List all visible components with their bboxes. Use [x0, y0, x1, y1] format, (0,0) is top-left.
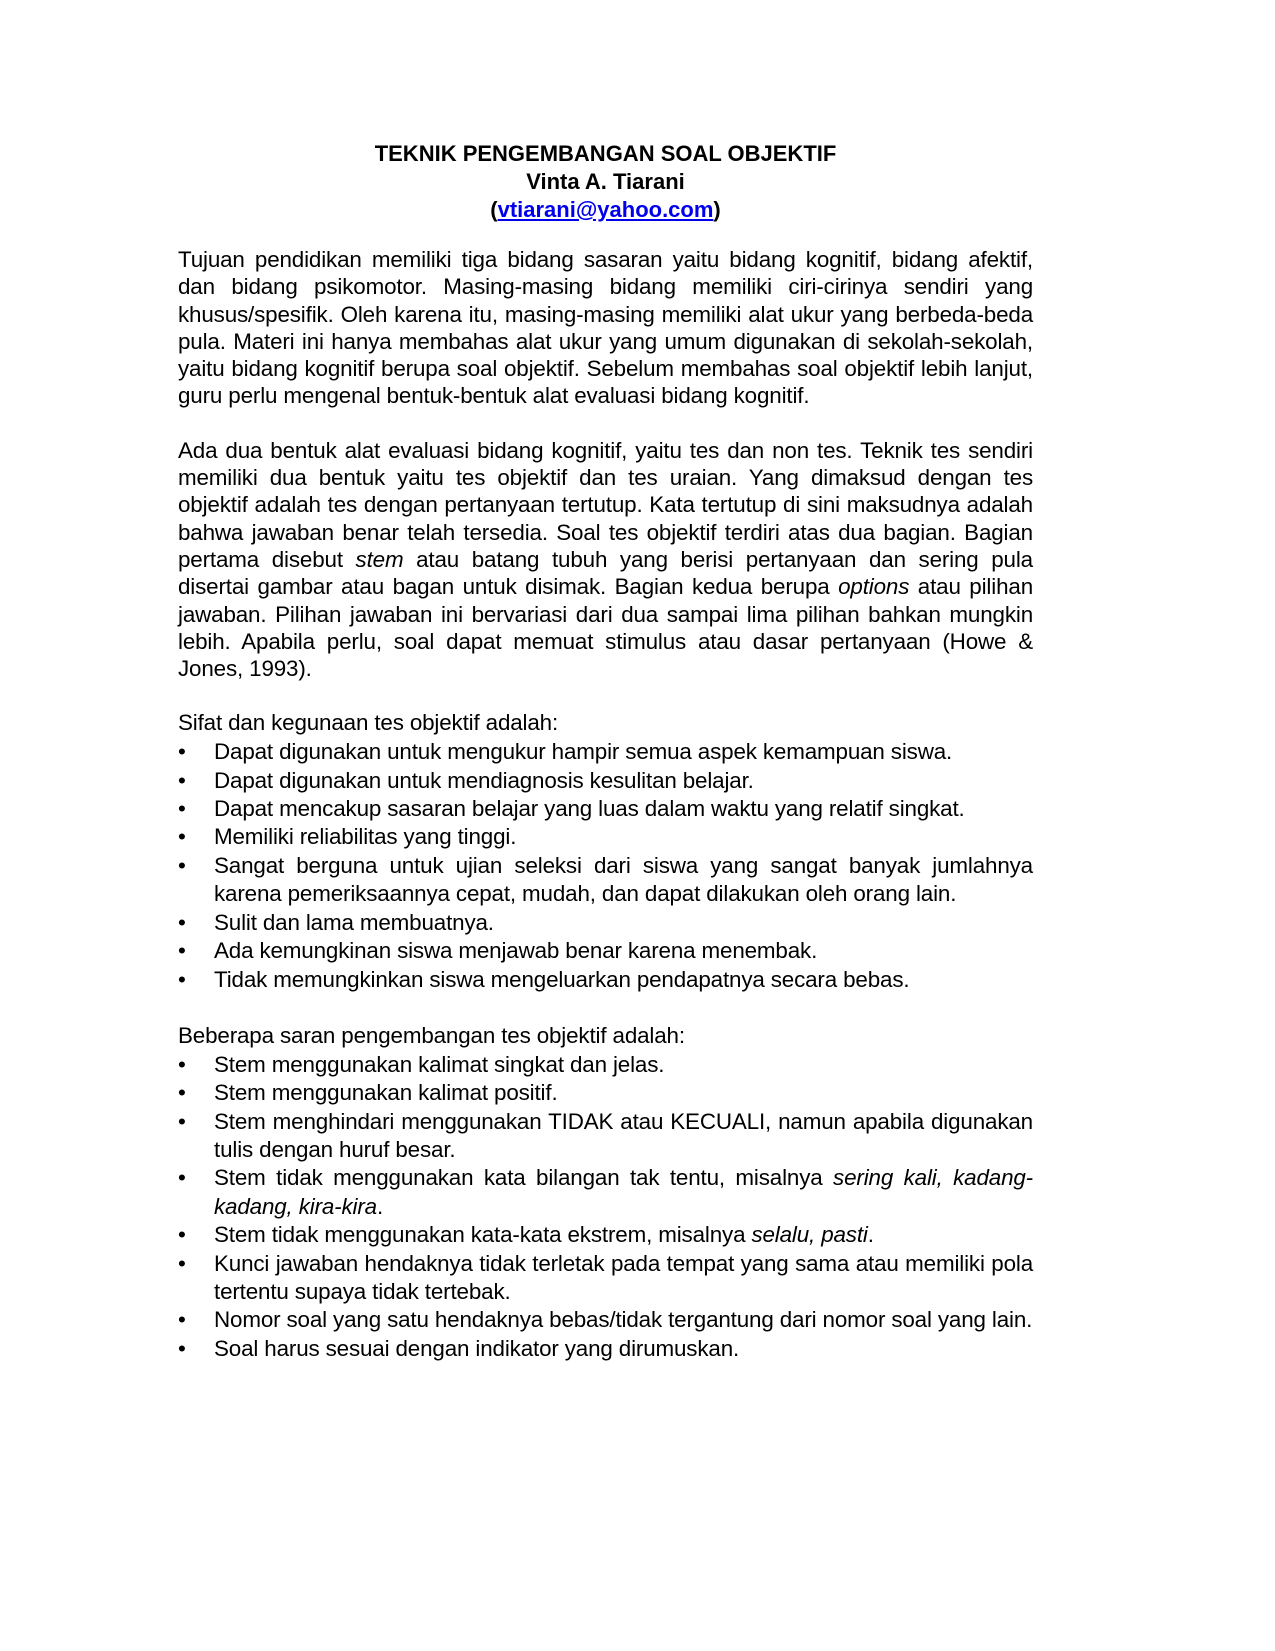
list-item-text: Dapat digunakan untuk mendiagnosis kesulitan belajar. [214, 767, 754, 793]
list-item-text: Stem menggunakan kalimat singkat dan jelas. [214, 1051, 665, 1077]
email-open-paren: ( [490, 197, 498, 222]
list-item-text: Nomor soal yang satu hendaknya bebas/tidak tergantung dari nomor soal yang lain. [214, 1307, 1033, 1333]
paragraph-intro: Tujuan pendidikan memiliki tiga bidang sasaran yaitu bidang kognitif, bidang afektif, dan bidang psikomotor. Masing-masing bidang memiliki ciri-cirinya sendiri yang khusus/spesifik. Oleh karena itu, masing-masing memiliki alat ukur yang berbeda-beda pula. Materi ini hanya membahas alat ukur yang umum digunakan di sekolah-sekolah, yaitu bidang kognitif berupa soal objektif. Sebelum membahas soal objektif lebih lanjut, guru perlu mengenal bentuk-bentuk alat evaluasi bidang kognitif. [178, 247, 1033, 409]
bullet-icon: • [178, 1108, 186, 1134]
italic-examples: selalu, pasti [751, 1222, 868, 1248]
list-item [178, 738, 1033, 766]
list-item [178, 937, 1033, 965]
document-page [178, 140, 1033, 1391]
list-item-text: Tidak memungkinkan siswa mengeluarkan pendapatnya secara bebas. [214, 966, 910, 992]
list-item [178, 909, 1033, 937]
list-item-text: Dapat digunakan untuk mengukur hampir semua aspek kemampuan siswa. [214, 739, 953, 765]
list-item [178, 1164, 1033, 1221]
author-email-link[interactable]: vtiarani@yahoo.com [497, 197, 714, 222]
paragraph-text: Ada dua bentuk alat evaluasi bidang kognitif, yaitu tes dan non tes. Teknik tes sendiri memiliki dua bentuk yaitu tes objektif dan tes uraian. Yang dimaksud dengan tes objektif adalah tes dengan pertanyaan tertutup. Kata tertutup di sini maksudnya adalah bahwa jawaban benar telah tersedia. Soal tes objektif terdiri atas dua bagian. Bagian pertama disebut [178, 437, 1033, 572]
paragraph-text: atau batang tubuh yang berisi pertanyaan dan sering pula disertai gambar atau bagan untuk disimak. Bagian kedua berupa [178, 546, 1033, 600]
list-item-text: Dapat mencakup sasaran belajar yang luas dalam waktu yang relatif singkat. [214, 796, 965, 822]
document-title: TEKNIK PENGEMBANGAN SOAL OBJEKTIF [374, 141, 837, 166]
list-item [178, 966, 1033, 994]
suggestions-list [178, 1051, 1033, 1363]
bullet-icon: • [178, 1250, 186, 1276]
list-intro-suggestions: Beberapa saran pengembangan tes objektif adalah: [178, 1022, 685, 1048]
bullet-icon: • [178, 909, 186, 935]
list-item [178, 1051, 1033, 1079]
italic-term-stem: stem [355, 546, 404, 572]
list-item [178, 823, 1033, 851]
italic-examples: sering kali, kadang-kadang, kira-kira [214, 1165, 1033, 1219]
list-item-text: Stem menggunakan kalimat positif. [214, 1080, 558, 1106]
bullet-icon: • [178, 1222, 186, 1248]
list-intro-properties: Sifat dan kegunaan tes objektif adalah: [178, 710, 559, 736]
bullet-icon: • [178, 1335, 186, 1361]
list-item [178, 767, 1033, 795]
bullet-icon: • [178, 938, 186, 964]
bullet-icon: • [178, 1165, 186, 1191]
paragraph-text: atau pilihan jawaban. Pilihan jawaban ini bervariasi dari dua sampai lima pilihan bahkan mungkin lebih. Apabila perlu, soal dapat memuat stimulus atau dasar pertanyaan (Howe & Jones, 1993). [178, 574, 1033, 682]
paragraph-test-forms [178, 437, 1033, 683]
bullet-icon: • [178, 796, 186, 822]
list-item-text: Sulit dan lama membuatnya. [214, 909, 494, 935]
bullet-icon: • [178, 966, 186, 992]
bullet-icon: • [178, 852, 186, 878]
list-item-text: Kunci jawaban hendaknya tidak terletak pada tempat yang sama atau memiliki pola tertentu supaya tidak tertebak. [214, 1250, 1033, 1304]
bullet-icon: • [178, 1080, 186, 1106]
list-item [178, 1306, 1033, 1334]
author-name: Vinta A. Tiarani [526, 169, 685, 194]
list-item [178, 1108, 1033, 1165]
list-item-text: Memiliki reliabilitas yang tinggi. [214, 824, 517, 850]
list-item [178, 1221, 1033, 1249]
list-item [178, 795, 1033, 823]
list-item-text: Ada kemungkinan siswa menjawab benar karena menembak. [214, 938, 818, 964]
list-item [178, 1079, 1033, 1107]
email-close-paren: ) [713, 197, 721, 222]
list-item-text: Soal harus sesuai dengan indikator yang dirumuskan. [214, 1335, 740, 1361]
list-item [178, 852, 1033, 909]
bullet-icon: • [178, 767, 186, 793]
author-email-line [178, 196, 1033, 224]
italic-term-options: options [838, 574, 910, 600]
list-item-text: Stem tidak menggunakan kata bilangan tak tentu, misalnya [214, 1165, 834, 1191]
list-item-end: . [867, 1222, 874, 1248]
list-item [178, 1250, 1033, 1307]
list-item-text: Stem menghindari menggunakan TIDAK atau KECUALI, namun apabila digunakan tulis dengan huruf besar. [214, 1108, 1033, 1162]
list-item [178, 1335, 1033, 1363]
bullet-icon: • [178, 1307, 186, 1333]
bullet-icon: • [178, 1051, 186, 1077]
properties-list [178, 738, 1033, 994]
bullet-icon: • [178, 739, 186, 765]
list-item-text: Sangat berguna untuk ujian seleksi dari siswa yang sangat banyak jumlahnya karena pemeriksaannya cepat, mudah, dan dapat dilakukan oleh orang lain. [214, 852, 1033, 907]
list-item-text: Stem tidak menggunakan kata-kata ekstrem, misalnya [214, 1222, 752, 1248]
bullet-icon: • [178, 824, 186, 850]
list-item-end: . [376, 1193, 384, 1219]
document-header [178, 140, 1033, 224]
